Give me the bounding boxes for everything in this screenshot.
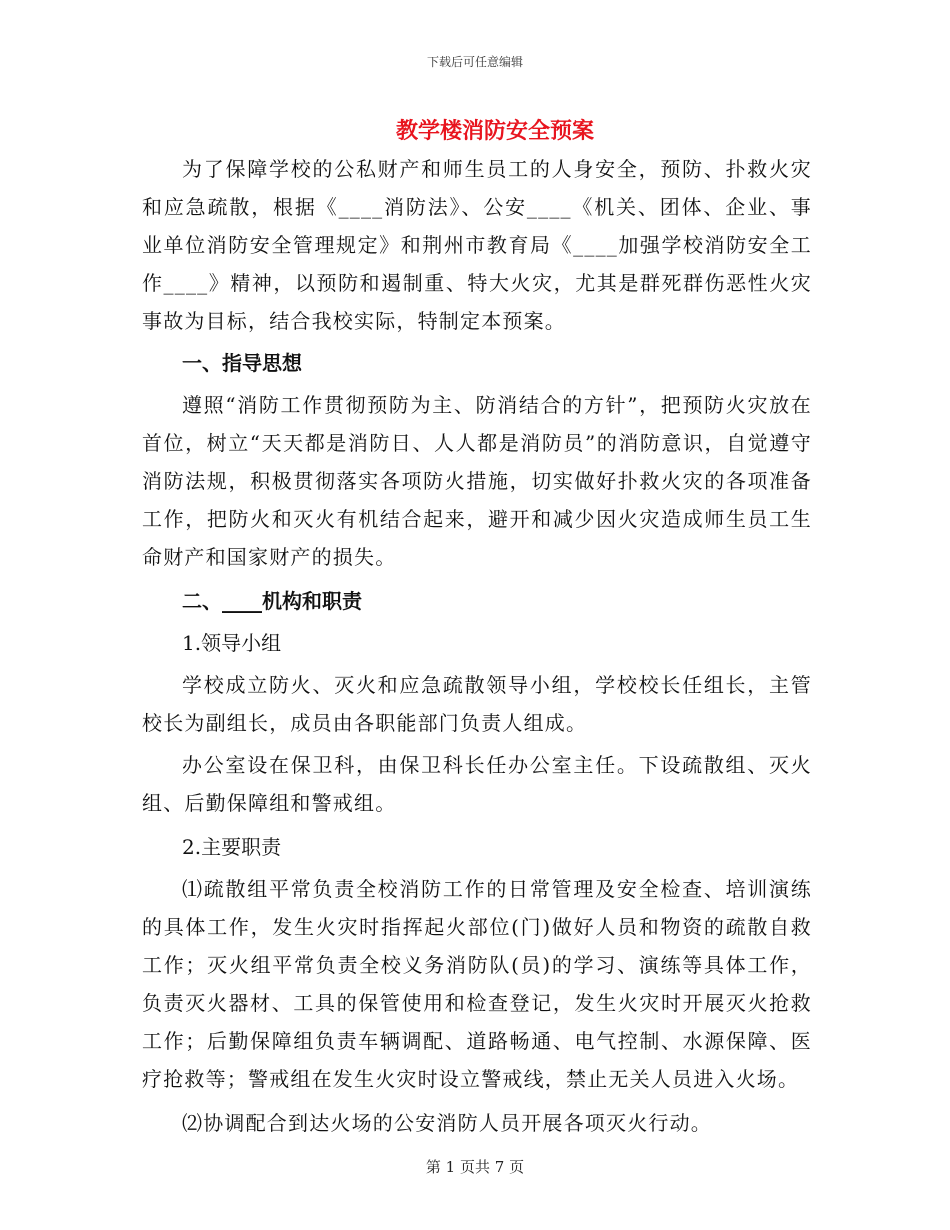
office-paragraph: 办公室设在保卫科，由保卫科长任办公室主任。下设疏散组、灭火组、后勤保障组和警戒组。 xyxy=(142,753,812,815)
duty-1-paragraph: ⑴疏散组平常负责全校消防工作的日常管理及安全检查、培训演练的具体工作，发生火灾时指挥起火部位(门)做好人员和物资的疏散自救工作；灭火组平常负责全校义务消防队(员)的学习、演练等具体工作，负责灭火器材、工具的保管使用和检查登记，发生火灾时开展灭火抢救工作；后勤保障组负责车辆调配、道路畅通、电气控制、水源保障、医疗抢救等；警戒组在发生火灾时设立警戒线，禁止无关人员进入火场。 xyxy=(142,877,812,1091)
subheading-leadership-group: 1.领导小组 xyxy=(182,631,282,655)
intro-paragraph: 为了保障学校的公私财产和师生员工的人身安全，预防、扑救火灾和应急疏散，根据《____消防法》、公安____《机关、团体、企业、事业单位消防安全管理规定》和荆州市教育局《____加强学校消防安全工作____》精神，以预防和遏制重、特大火灾，尤其是群死群伤恶性火灾事故为目标，结合我校实际，特制定本预案。 xyxy=(142,157,812,333)
page-footer: 第 1 页共 7 页 xyxy=(425,1158,525,1176)
subheading-main-duties: 2.主要职责 xyxy=(182,835,282,859)
leadership-paragraph: 学校成立防火、灭火和应急疏散领导小组，学校校长任组长，主管校长为副组长，成员由各职能部门负责人组成。 xyxy=(142,673,812,735)
duty-2-paragraph: ⑵协调配合到达火场的公安消防人员开展各项灭火行动。 xyxy=(182,1111,712,1135)
document-body xyxy=(142,150,812,1142)
page-header: 下载后可任意编辑 xyxy=(426,55,523,69)
document-title: 教学楼消防安全预案 xyxy=(395,119,594,144)
guiding-thought-paragraph: 遵照“消防工作贯彻预防为主、防消结合的方针”，把预防火灾放在首位，树立“天天都是消防日、人人都是消防员”的消防意识，自觉遵守消防法规，积极贯彻落实各项防火措施，切实做好扑救火灾的各项准备工作，把防火和灭火有机结合起来，避开和减少因火灾造成师生员工生命财产和国家财产的损失。 xyxy=(142,393,812,569)
section-heading-guiding-thought: 一、指导思想 xyxy=(182,351,302,375)
section-heading-organization: 二、____机构和职责 xyxy=(182,589,362,613)
